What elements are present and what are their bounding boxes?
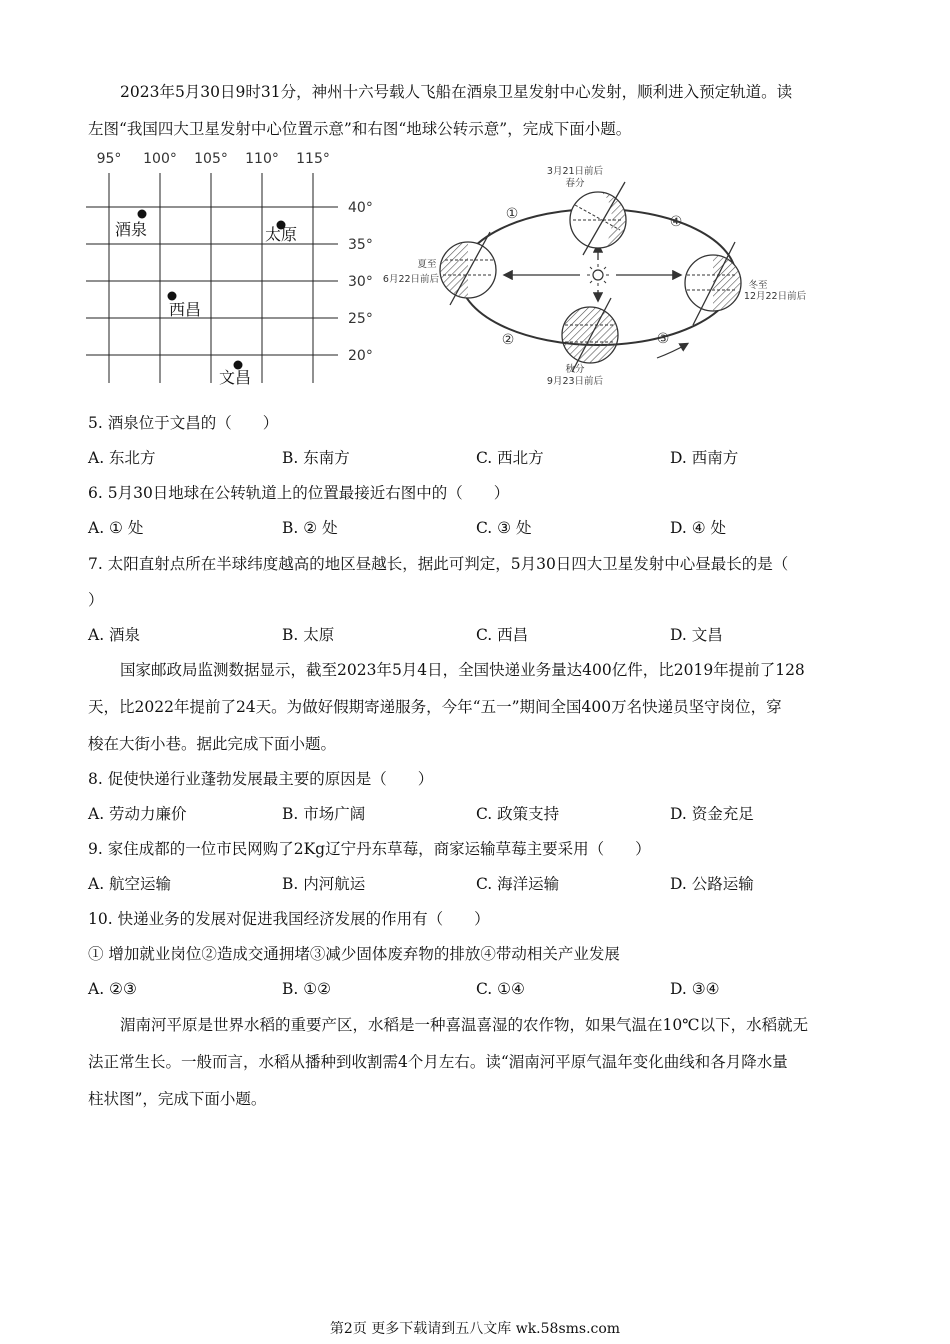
q10-statements: ① 增加就业岗位②造成交通拥堵③减少固体废弃物的排放④带动相关产业发展 (88, 945, 620, 963)
city-dot (138, 210, 147, 219)
spring-label: 春分 (565, 178, 585, 189)
map-cities (115, 210, 297, 388)
page-footer: 第2页 更多下载请到五八文库 wk.58sms.com (329, 1321, 621, 1337)
lon-label: 110° (245, 151, 279, 167)
summer-date-label: 6月22日前后 (382, 274, 440, 285)
q9-stem: 9. 家住成都的一位市民网购了2Kg辽宁丹东草莓，商家运输草莓主要采用（ ） (88, 840, 651, 858)
winter-label: 冬至 (748, 280, 768, 291)
marker-2: ② (501, 332, 515, 348)
spring-date-label: 3月21日前后 (546, 166, 604, 177)
q9-option-b[interactable]: B. 内河航运 (282, 875, 366, 893)
winter-date-label: 12月22日前后 (743, 291, 807, 302)
lon-label: 100° (143, 151, 177, 167)
sun-ray-arrows (505, 245, 680, 300)
lat-label: 30° (348, 274, 373, 290)
lat-label: 35° (348, 237, 373, 253)
city-label-jiuquan: 酒泉 (115, 220, 148, 239)
q5-stem: 5. 酒泉位于文昌的（ ） (88, 414, 279, 432)
lat-label: 25° (348, 311, 373, 327)
q5-option-b[interactable]: B. 东南方 (282, 449, 350, 467)
q10-stem: 10. 快递业务的发展对促进我国经济发展的作用有（ ） (88, 910, 490, 928)
lon-label: 105° (194, 151, 228, 167)
sun-icon (587, 264, 609, 286)
q7-stem: 7. 太阳直射点所在半球纬度越高的地区昼越长，据此可判定，5月30日四大卫星发射中心昼最长的是（ (88, 555, 789, 573)
city-label-xichang: 西昌 (169, 300, 202, 319)
q7-stem-end: ） (88, 591, 104, 609)
q9-option-d[interactable]: D. 公路运输 (670, 875, 754, 893)
q8-option-c[interactable]: C. 政策支持 (476, 805, 560, 823)
summer-label: 夏至 (417, 259, 437, 270)
q8-stem: 8. 促使快递行业蓬勃发展最主要的原因是（ ） (88, 770, 434, 788)
earth-spring (570, 182, 626, 255)
lon-label: 95° (96, 151, 122, 167)
q10-option-a[interactable]: A. ②③ (88, 980, 137, 998)
lat-label: 40° (348, 200, 373, 216)
map-lon-labels (97, 151, 330, 167)
lon-label: 115° (296, 151, 330, 167)
marker-4: ④ (669, 214, 683, 230)
q8-option-b[interactable]: B. 市场广阔 (282, 805, 366, 823)
q6-stem: 6. 5月30日地球在公转轨道上的位置最接近右图中的（ ） (88, 484, 510, 502)
intro1-line2: 左图“我国四大卫星发射中心位置示意”和右图“地球公转示意”，完成下面小题。 (88, 120, 632, 138)
autumn-label: 秋分 (565, 364, 585, 375)
lat-label: 20° (348, 348, 373, 364)
q10-option-c[interactable]: C. ①④ (476, 980, 525, 998)
q5-option-a[interactable]: A. 东北方 (88, 449, 156, 467)
intro3-line2: 法正常生长。一般而言，水稻从播种到收割需4个月左右。读“湄南河平原气温年变化曲线和各月降水量 (88, 1053, 788, 1071)
q6-option-a[interactable]: A. ① 处 (88, 519, 144, 537)
q10-option-b[interactable]: B. ①② (282, 980, 332, 998)
intro2-line2: 天，比2022年提前了24天。为做好假期寄递服务，今年“五一”期间全国400万名快递员坚守岗位，穿 (88, 698, 782, 716)
q10-option-d[interactable]: D. ③④ (670, 980, 720, 998)
intro3-line1: 湄南河平原是世界水稻的重要产区，水稻是一种喜温喜湿的农作物，如果气温在10℃以下，水稻就无 (120, 1016, 809, 1034)
q7-option-a[interactable]: A. 酒泉 (88, 626, 141, 644)
q5-option-d[interactable]: D. 西南方 (670, 449, 739, 467)
q7-option-d[interactable]: D. 文昌 (670, 626, 723, 644)
q8-option-a[interactable]: A. 劳动力廉价 (88, 805, 187, 823)
q7-option-c[interactable]: C. 西昌 (476, 626, 529, 644)
city-label-wenchang: 文昌 (219, 368, 252, 387)
q7-option-b[interactable]: B. 太原 (282, 626, 335, 644)
q5-option-c[interactable]: C. 西北方 (476, 449, 544, 467)
earth-revolution-diagram (375, 160, 825, 395)
q6-option-d[interactable]: D. ④ 处 (670, 519, 727, 537)
launch-center-map (86, 145, 386, 390)
earth-winter (685, 242, 741, 325)
city-label-taiyuan: 太原 (265, 225, 298, 244)
autumn-date-label: 9月23日前后 (546, 376, 604, 387)
marker-3: ③ (656, 331, 670, 347)
intro2-line3: 梭在大街小巷。据此完成下面小题。 (88, 735, 337, 753)
map-lat-labels (348, 200, 373, 364)
q6-option-b[interactable]: B. ② 处 (282, 519, 338, 537)
intro3-line3: 柱状图”，完成下面小题。 (88, 1090, 267, 1108)
q8-option-d[interactable]: D. 资金充足 (670, 805, 754, 823)
marker-1: ① (505, 206, 519, 222)
map-grid (86, 173, 338, 383)
earth-summer (440, 232, 496, 305)
intro1-line1: 2023年5月30日9时31分，神州十六号载人飞船在酒泉卫星发射中心发射，顺利进入预定轨道。读 (120, 83, 793, 101)
q9-option-a[interactable]: A. 航空运输 (88, 875, 172, 893)
earth-autumn (562, 298, 618, 372)
q6-option-c[interactable]: C. ③ 处 (476, 519, 532, 537)
intro2-line1: 国家邮政局监测数据显示，截至2023年5月4日，全国快递业务量达400亿件，比2019年提前了128 (120, 661, 805, 679)
q9-option-c[interactable]: C. 海洋运输 (476, 875, 560, 893)
